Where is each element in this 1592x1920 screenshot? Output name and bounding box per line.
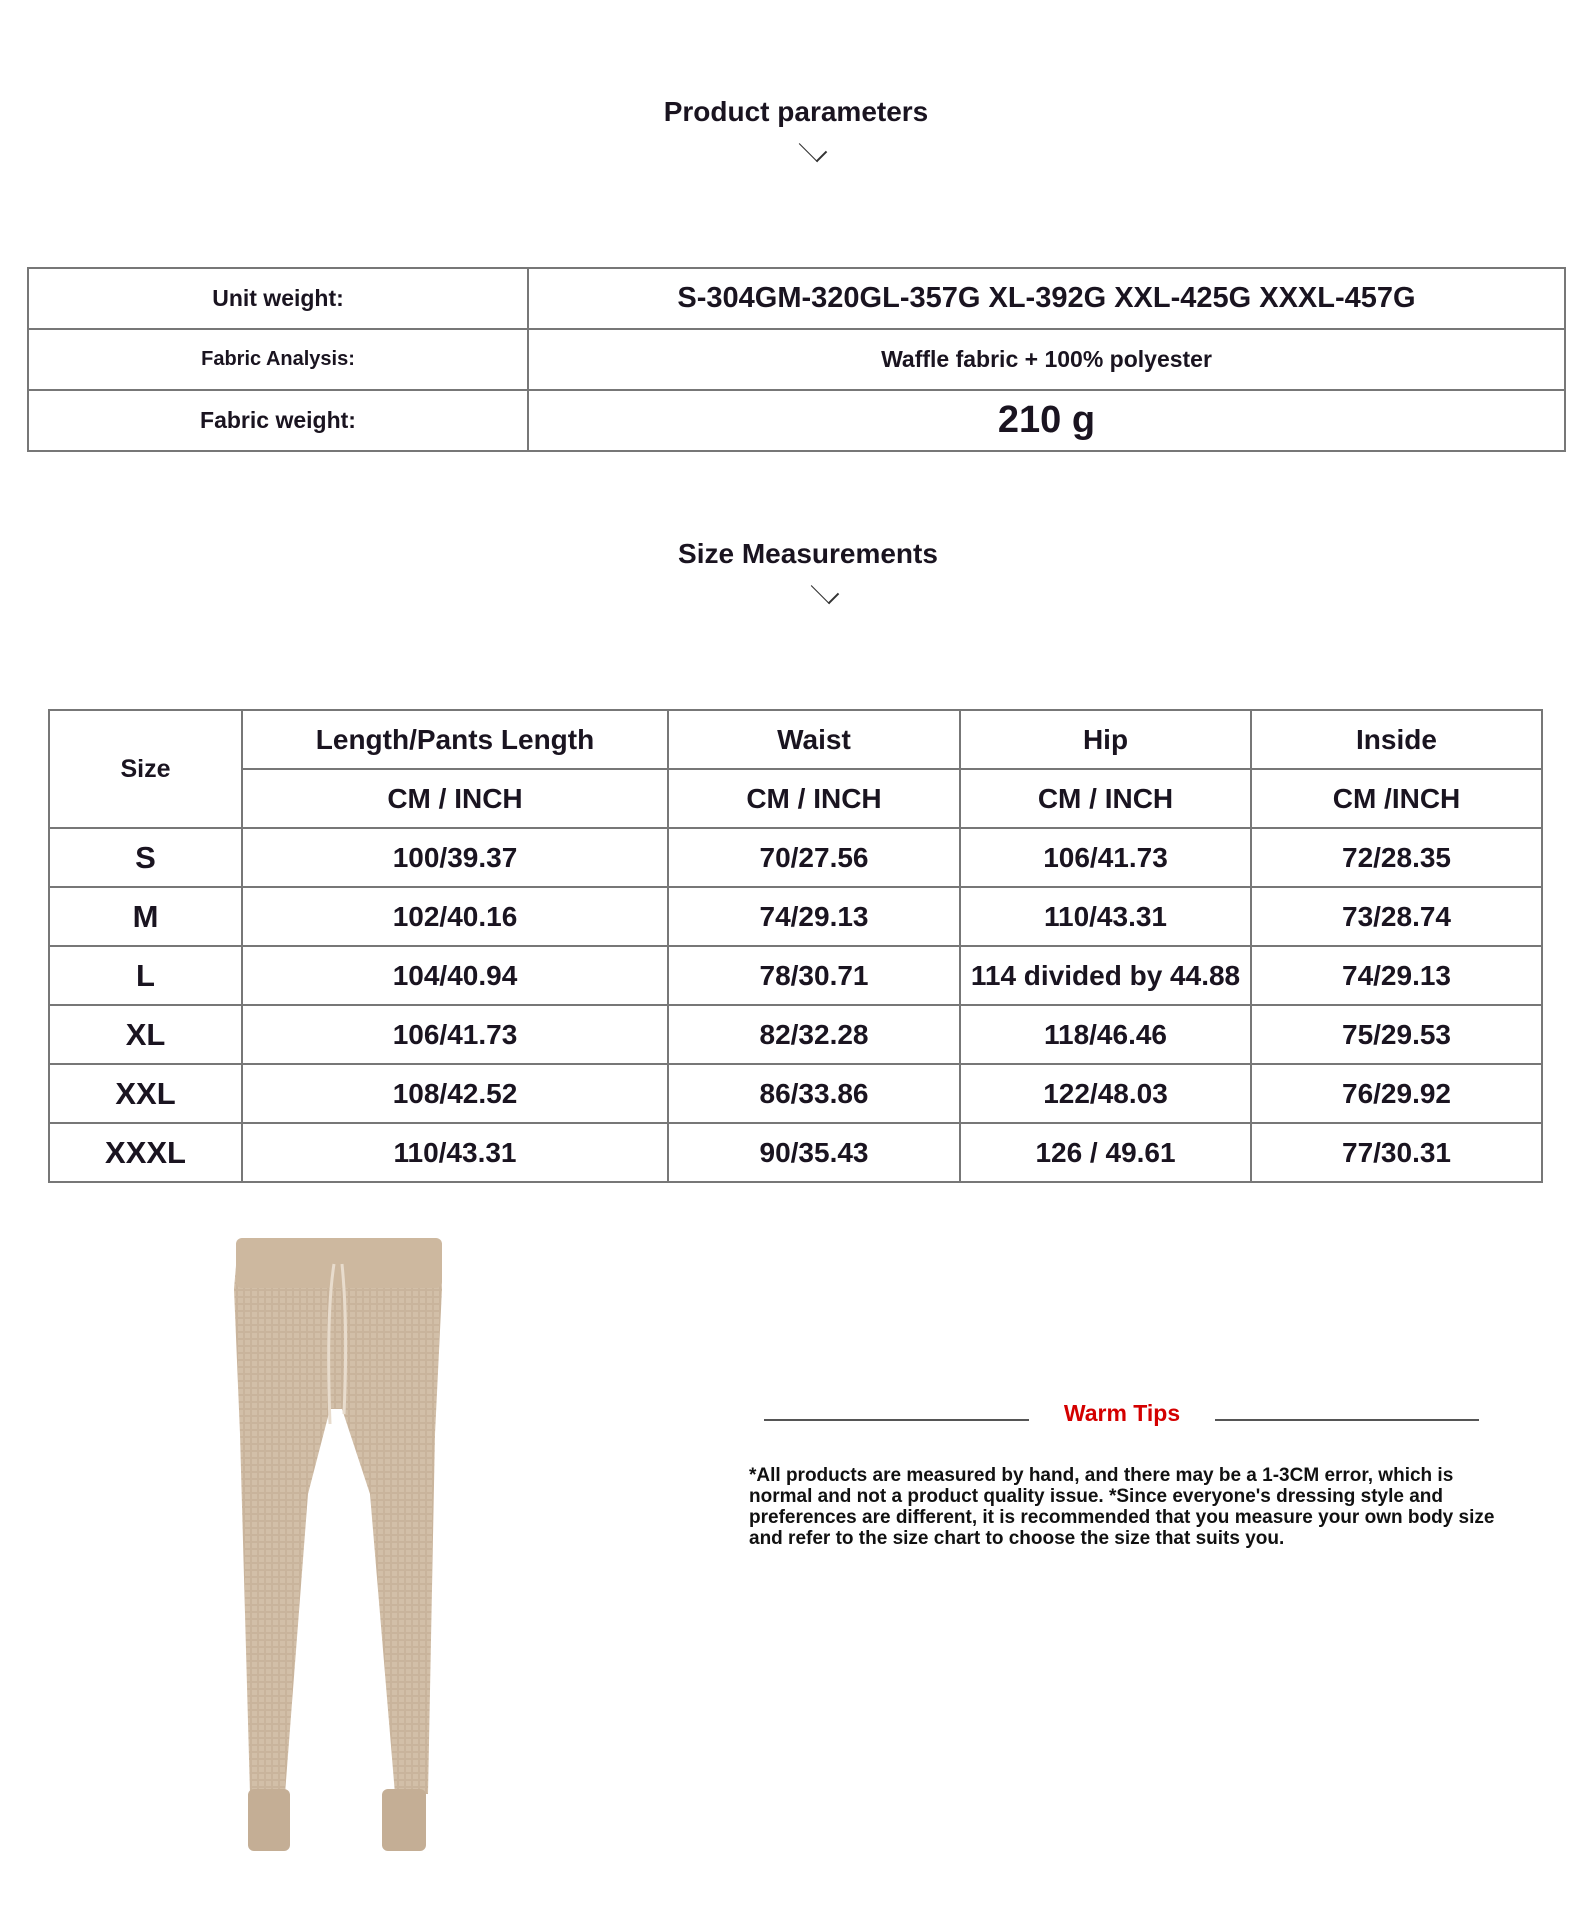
measurement-cell: 110/43.31 — [242, 1123, 668, 1182]
warm-tips-text: *All products are measured by hand, and there may be a 1-3CM error, which is normal and not a product quality issue. *Since everyone's dressing style and preferences are different, it is recommended that you measure your own body size and refer to the size chart to choose the size that suits you. — [749, 1465, 1495, 1549]
measurement-cell: 102/40.16 — [242, 887, 668, 946]
measurement-cell: 110/43.31 — [960, 887, 1251, 946]
unit-header: CM /INCH — [1251, 769, 1542, 828]
measurement-cell: 73/28.74 — [1251, 887, 1542, 946]
divider — [764, 1419, 1029, 1421]
pants-product-image — [230, 1234, 450, 1859]
size-cell: XL — [49, 1005, 242, 1064]
measurement-cell: 106/41.73 — [960, 828, 1251, 887]
param-value: 210 g — [528, 390, 1565, 451]
column-header: Inside — [1251, 710, 1542, 769]
size-cell: S — [49, 828, 242, 887]
size-measurements-title: Size Measurements — [678, 538, 938, 569]
table-row — [28, 390, 1565, 451]
size-cell: XXXL — [49, 1123, 242, 1182]
divider — [1215, 1419, 1479, 1421]
table-row — [49, 1064, 1542, 1123]
measurement-cell: 108/42.52 — [242, 1064, 668, 1123]
size-cell: M — [49, 887, 242, 946]
measurement-cell: 70/27.56 — [668, 828, 960, 887]
param-label: Unit weight: — [28, 268, 528, 329]
chevron-down-icon — [799, 134, 827, 162]
param-label: Fabric Analysis: — [28, 329, 528, 390]
measurement-cell: 75/29.53 — [1251, 1005, 1542, 1064]
size-table — [48, 709, 1543, 1183]
measurement-cell: 114 divided by 44.88 — [960, 946, 1251, 1005]
size-cell: L — [49, 946, 242, 1005]
measurement-cell: 118/46.46 — [960, 1005, 1251, 1064]
param-value: S-304GM-320GL-357G XL-392G XXL-425G XXXL-457G — [528, 268, 1565, 329]
measurement-cell: 72/28.35 — [1251, 828, 1542, 887]
table-row — [49, 946, 1542, 1005]
size-cell: XXL — [49, 1064, 242, 1123]
measurement-cell: 106/41.73 — [242, 1005, 668, 1064]
unit-header: CM / INCH — [960, 769, 1251, 828]
table-row — [49, 1005, 1542, 1064]
measurement-cell: 74/29.13 — [1251, 946, 1542, 1005]
measurement-cell: 77/30.31 — [1251, 1123, 1542, 1182]
measurement-cell: 104/40.94 — [242, 946, 668, 1005]
measurement-cell: 100/39.37 — [242, 828, 668, 887]
measurement-cell: 86/33.86 — [668, 1064, 960, 1123]
product-parameters-table — [27, 267, 1566, 452]
measurement-cell: 126 / 49.61 — [960, 1123, 1251, 1182]
table-row — [28, 268, 1565, 329]
measurement-cell: 122/48.03 — [960, 1064, 1251, 1123]
units-row — [49, 769, 1542, 828]
column-header: Length/Pants Length — [242, 710, 668, 769]
measurement-cell: 90/35.43 — [668, 1123, 960, 1182]
table-row — [28, 329, 1565, 390]
table-row — [49, 1123, 1542, 1182]
measurement-cell: 76/29.92 — [1251, 1064, 1542, 1123]
unit-header: CM / INCH — [242, 769, 668, 828]
size-header: Size — [49, 710, 242, 828]
param-label: Fabric weight: — [28, 390, 528, 451]
header-row — [49, 710, 1542, 769]
unit-header: CM / INCH — [668, 769, 960, 828]
column-header: Waist — [668, 710, 960, 769]
column-header: Hip — [960, 710, 1251, 769]
product-parameters-title: Product parameters — [663, 96, 929, 127]
measurement-cell: 78/30.71 — [668, 946, 960, 1005]
table-row — [49, 828, 1542, 887]
table-row — [49, 887, 1542, 946]
chevron-down-icon — [811, 576, 839, 604]
measurement-cell: 74/29.13 — [668, 887, 960, 946]
param-value: Waffle fabric + 100% polyester — [528, 329, 1565, 390]
warm-tips-title: Warm Tips — [1063, 1400, 1181, 1426]
measurement-cell: 82/32.28 — [668, 1005, 960, 1064]
